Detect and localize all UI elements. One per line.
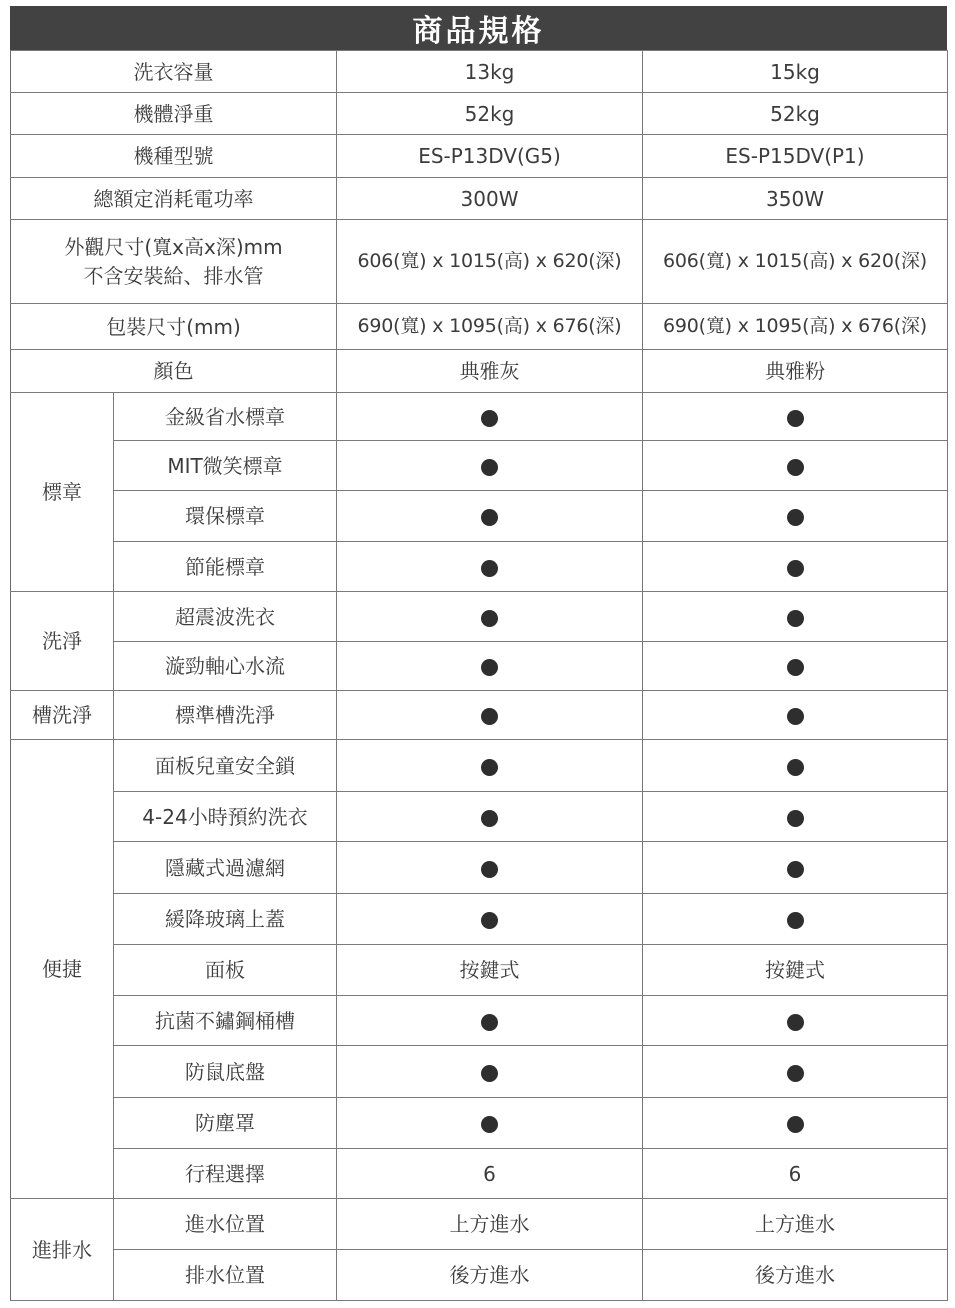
value-size-a: 606(寬) x 1015(高) x 620(深) — [337, 220, 643, 304]
label-power: 總額定消耗電功率 — [11, 178, 337, 220]
spec-sheet — [10, 6, 947, 1301]
value-size-b: 606(寬) x 1015(高) x 620(深) — [643, 220, 948, 304]
label-color: 顏色 — [11, 350, 337, 393]
row-mouse — [11, 1046, 948, 1098]
check-dot-icon — [481, 659, 498, 676]
check-dot-icon — [481, 410, 498, 427]
row-pack — [11, 304, 948, 350]
row-size — [11, 220, 948, 304]
check-dot-icon — [787, 1065, 804, 1082]
row-capacity — [11, 51, 948, 93]
label-gold: 金級省水標章 — [114, 393, 337, 441]
value-model-a: ES-P13DV(G5) — [337, 135, 643, 178]
row-ultra — [11, 592, 948, 642]
check-dot-icon — [787, 708, 804, 725]
value-capacity-b: 15kg — [643, 51, 948, 93]
spec-title: 商品規格 — [10, 6, 947, 50]
value-model-b: ES-P15DV(P1) — [643, 135, 948, 178]
label-childlock: 面板兒童安全鎖 — [114, 740, 337, 792]
group-badge: 標章 — [11, 393, 114, 592]
value-drain-b: 後方進水 — [643, 1250, 948, 1301]
check-dot-icon — [787, 759, 804, 776]
label-energy: 節能標章 — [114, 542, 337, 592]
value-drain-a: 後方進水 — [337, 1250, 643, 1301]
row-program — [11, 1149, 948, 1199]
check-dot-icon — [481, 610, 498, 627]
value-pack-a: 690(寬) x 1095(高) x 676(深) — [337, 304, 643, 350]
row-filter — [11, 842, 948, 894]
check-dot-icon — [481, 1014, 498, 1031]
check-dot-icon — [787, 509, 804, 526]
label-mouse: 防鼠底盤 — [114, 1046, 337, 1098]
check-dot-icon — [787, 410, 804, 427]
label-weight: 機體淨重 — [11, 93, 337, 135]
check-dot-icon — [787, 1116, 804, 1133]
value-panel-a: 按鍵式 — [337, 945, 643, 996]
row-weight — [11, 93, 948, 135]
label-filter: 隱藏式過濾網 — [114, 842, 337, 894]
label-pack: 包裝尺寸(mm) — [11, 304, 337, 350]
check-dot-icon — [787, 912, 804, 929]
value-weight-a: 52kg — [337, 93, 643, 135]
check-dot-icon — [787, 659, 804, 676]
value-pack-b: 690(寬) x 1095(高) x 676(深) — [643, 304, 948, 350]
check-dot-icon — [481, 759, 498, 776]
check-dot-icon — [481, 912, 498, 929]
group-water: 進排水 — [11, 1199, 114, 1301]
row-inlet — [11, 1199, 948, 1250]
check-dot-icon — [787, 810, 804, 827]
label-steeltub: 抗菌不鏽鋼桶槽 — [114, 996, 337, 1046]
row-mit — [11, 441, 948, 491]
label-timer: 4-24小時預約洗衣 — [114, 792, 337, 842]
value-panel-b: 按鍵式 — [643, 945, 948, 996]
check-dot-icon — [481, 509, 498, 526]
label-lid: 緩降玻璃上蓋 — [114, 894, 337, 945]
row-childlock — [11, 740, 948, 792]
value-program-b: 6 — [643, 1149, 948, 1199]
row-spin — [11, 642, 948, 691]
value-power-b: 350W — [643, 178, 948, 220]
row-drain — [11, 1250, 948, 1301]
group-wash: 洗淨 — [11, 592, 114, 691]
value-weight-b: 52kg — [643, 93, 948, 135]
value-program-a: 6 — [337, 1149, 643, 1199]
spec-table — [10, 50, 948, 1301]
label-panel: 面板 — [114, 945, 337, 996]
label-size-line1: 外觀尺寸(寬x高x深)mm — [64, 234, 283, 259]
label-capacity: 洗衣容量 — [11, 51, 337, 93]
row-dust — [11, 1098, 948, 1149]
row-lid — [11, 894, 948, 945]
row-tubclean — [11, 691, 948, 740]
check-dot-icon — [787, 610, 804, 627]
row-timer — [11, 792, 948, 842]
group-tub: 槽洗淨 — [11, 691, 114, 740]
row-model — [11, 135, 948, 178]
group-convenience: 便捷 — [11, 740, 114, 1199]
label-ultra: 超震波洗衣 — [114, 592, 337, 642]
value-inlet-a: 上方進水 — [337, 1199, 643, 1250]
row-energy — [11, 542, 948, 592]
label-drain: 排水位置 — [114, 1250, 337, 1301]
row-power — [11, 178, 948, 220]
label-eco: 環保標章 — [114, 491, 337, 542]
row-eco — [11, 491, 948, 542]
check-dot-icon — [481, 1116, 498, 1133]
label-inlet: 進水位置 — [114, 1199, 337, 1250]
check-dot-icon — [481, 459, 498, 476]
check-dot-icon — [787, 560, 804, 577]
label-spin: 漩勁軸心水流 — [114, 642, 337, 691]
value-color-a: 典雅灰 — [337, 350, 643, 393]
check-dot-icon — [787, 1014, 804, 1031]
check-dot-icon — [787, 861, 804, 878]
label-model: 機種型號 — [11, 135, 337, 178]
value-color-b: 典雅粉 — [643, 350, 948, 393]
label-mit: MIT微笑標章 — [114, 441, 337, 491]
check-dot-icon — [787, 459, 804, 476]
check-dot-icon — [481, 560, 498, 577]
label-tubclean: 標準槽洗淨 — [114, 691, 337, 740]
check-dot-icon — [481, 1065, 498, 1082]
row-steeltub — [11, 996, 948, 1046]
label-program: 行程選擇 — [114, 1149, 337, 1199]
value-capacity-a: 13kg — [337, 51, 643, 93]
value-inlet-b: 上方進水 — [643, 1199, 948, 1250]
label-dust: 防塵罩 — [114, 1098, 337, 1149]
row-color — [11, 350, 948, 393]
check-dot-icon — [481, 810, 498, 827]
label-size-line2: 不含安裝給、排水管 — [83, 263, 264, 288]
row-gold — [11, 393, 948, 441]
row-panel — [11, 945, 948, 996]
label-size — [11, 220, 337, 304]
check-dot-icon — [481, 708, 498, 725]
check-dot-icon — [481, 861, 498, 878]
value-power-a: 300W — [337, 178, 643, 220]
